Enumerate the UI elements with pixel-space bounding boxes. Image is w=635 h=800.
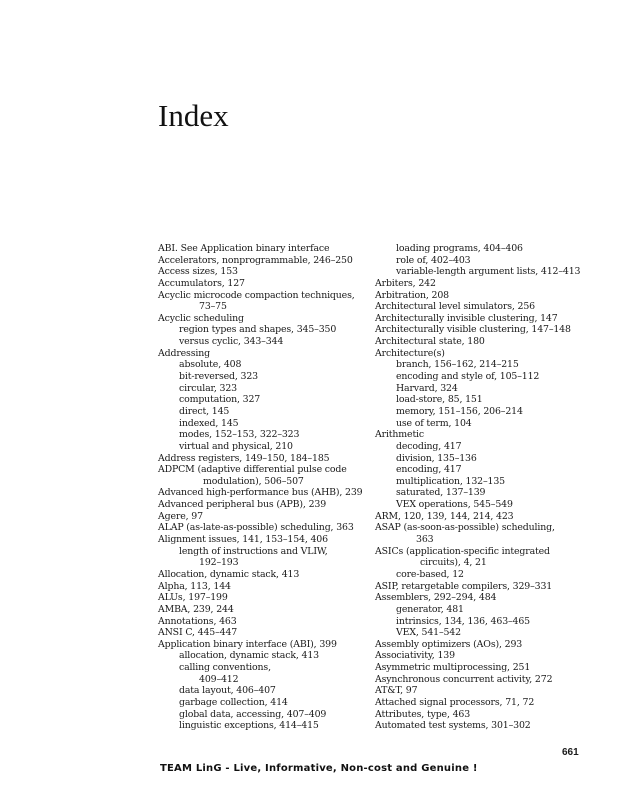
index-entry: 192–193 bbox=[199, 557, 239, 569]
index-entry: computation, 327 bbox=[179, 394, 261, 406]
index-entry: Advanced high-performance bus (AHB), 239 bbox=[158, 487, 363, 499]
index-entry: global data, accessing, 407–409 bbox=[179, 708, 327, 720]
index-entry: core-based, 12 bbox=[396, 568, 464, 580]
index-entry: length of instructions and VLIW, bbox=[179, 545, 328, 557]
index-entry: ARM, 120, 139, 144, 214, 423 bbox=[375, 510, 514, 522]
index-entry: generator, 481 bbox=[396, 603, 464, 615]
index-entry: encoding, 417 bbox=[396, 464, 462, 476]
index-entry: Accelerators, nonprogrammable, 246–250 bbox=[158, 254, 353, 266]
index-entry: linguistic exceptions, 414–415 bbox=[179, 720, 319, 732]
index-entry: ALUs, 197–199 bbox=[158, 592, 228, 604]
index-entry: calling conventions, bbox=[179, 662, 271, 674]
index-entry: AT&T, 97 bbox=[375, 685, 418, 697]
index-entry: intrinsics, 134, 136, 463–465 bbox=[396, 615, 530, 627]
index-entry: versus cyclic, 343–344 bbox=[179, 336, 284, 348]
index-entry: branch, 156–162, 214–215 bbox=[396, 359, 519, 371]
index-entry: Asymmetric multiprocessing, 251 bbox=[375, 662, 531, 674]
index-entry: Architectural state, 180 bbox=[375, 336, 485, 348]
index-entry: memory, 151–156, 206–214 bbox=[396, 405, 523, 417]
index-column-left bbox=[158, 243, 368, 732]
index-entry: Accumulators, 127 bbox=[158, 277, 245, 289]
index-entry: modes, 152–153, 322–323 bbox=[179, 429, 300, 441]
index-column-right bbox=[375, 243, 590, 732]
index-entry: Addressing bbox=[158, 347, 210, 359]
index-entry: Architecturally invisible clustering, 147 bbox=[375, 312, 558, 324]
index-entry: ADPCM (adaptive differential pulse code bbox=[158, 464, 347, 476]
index-entry: Arbitration, 208 bbox=[375, 289, 449, 301]
index-entry: region types and shapes, 345–350 bbox=[179, 324, 337, 336]
index-entry: AMBA, 239, 244 bbox=[158, 603, 234, 615]
index-entry: ASAP (as-soon-as-possible) scheduling, bbox=[375, 522, 555, 534]
index-entry: 363 bbox=[416, 534, 434, 546]
index-entry: modulation), 506–507 bbox=[203, 475, 304, 487]
index-entry: circular, 323 bbox=[179, 382, 237, 394]
index-entry: garbage collection, 414 bbox=[179, 696, 288, 708]
index-entry: decoding, 417 bbox=[396, 440, 462, 452]
index-entry: Agere, 97 bbox=[158, 510, 203, 522]
index-entry: Assemblers, 292–294, 484 bbox=[375, 592, 497, 604]
index-entry: Arbiters, 242 bbox=[375, 277, 436, 289]
index-entry: Arithmetic bbox=[375, 429, 425, 441]
index-entry: allocation, dynamic stack, 413 bbox=[179, 650, 319, 662]
index-entry: Allocation, dynamic stack, 413 bbox=[158, 568, 300, 580]
index-entry: use of term, 104 bbox=[396, 417, 472, 429]
index-entry: data layout, 406–407 bbox=[179, 685, 276, 697]
index-entry: bit-reversed, 323 bbox=[179, 371, 258, 383]
index-entry: Annotations, 463 bbox=[158, 615, 237, 627]
index-entry: Architecture(s) bbox=[375, 347, 445, 359]
index-entry: Acyclic scheduling bbox=[158, 312, 244, 324]
index-entry: load-store, 85, 151 bbox=[396, 394, 483, 406]
index-entry: absolute, 408 bbox=[179, 359, 242, 371]
index-entry: Address registers, 149–150, 184–185 bbox=[158, 452, 330, 464]
page-title: Index bbox=[158, 98, 229, 133]
index-entry: circuits), 4, 21 bbox=[420, 557, 487, 569]
index-entry: Architecturally visible clustering, 147–148 bbox=[375, 324, 571, 336]
index-entry: division, 135–136 bbox=[396, 452, 477, 464]
index-entry: Associativity, 139 bbox=[375, 650, 455, 662]
index-entry: indexed, 145 bbox=[179, 417, 239, 429]
index-entry: multiplication, 132–135 bbox=[396, 475, 505, 487]
index-entry: Harvard, 324 bbox=[396, 382, 458, 394]
index-entry: Access sizes, 153 bbox=[158, 266, 238, 278]
index-entry: Asynchronous concurrent activity, 272 bbox=[375, 673, 553, 685]
index-entry: encoding and style of, 105–112 bbox=[396, 371, 540, 383]
page-number: 661 bbox=[562, 747, 579, 758]
index-entry: Alpha, 113, 144 bbox=[158, 580, 231, 592]
index-entry: Attributes, type, 463 bbox=[375, 708, 471, 720]
index-entry: variable-length argument lists, 412–413 bbox=[396, 266, 581, 278]
index-entry: Automated test systems, 301–302 bbox=[375, 720, 531, 732]
footer-watermark: TEAM LinG - Live, Informative, Non-cost and Genuine ! bbox=[160, 763, 478, 774]
index-entry: ANSI C, 445–447 bbox=[158, 627, 238, 639]
index-entry: VEX operations, 545–549 bbox=[396, 499, 513, 511]
index-entry: Application binary interface (ABI), 399 bbox=[158, 638, 337, 650]
index-entry: direct, 145 bbox=[179, 405, 230, 417]
index-entry: ASIP, retargetable compilers, 329–331 bbox=[375, 580, 553, 592]
index-entry: 409–412 bbox=[199, 673, 239, 685]
index-entry: Alignment issues, 141, 153–154, 406 bbox=[158, 534, 328, 546]
index-entry: Acyclic microcode compaction techniques, bbox=[158, 289, 355, 301]
index-entry: VEX, 541–542 bbox=[396, 627, 461, 639]
index-entry: loading programs, 404–406 bbox=[396, 243, 523, 254]
index-entry: Assembly optimizers (AOs), 293 bbox=[375, 638, 523, 650]
index-entry: saturated, 137–139 bbox=[396, 487, 486, 499]
index-entry: Advanced peripheral bus (APB), 239 bbox=[158, 499, 327, 511]
index-entry: ALAP (as-late-as-possible) scheduling, 363 bbox=[158, 522, 354, 534]
index-entry: virtual and physical, 210 bbox=[179, 440, 293, 452]
index-entry: ABI. See Application binary interface bbox=[158, 243, 330, 254]
index-entry: 73–75 bbox=[199, 301, 227, 313]
index-entry: Architectural level simulators, 256 bbox=[375, 301, 535, 313]
index-entry: ASICs (application-specific integrated bbox=[375, 545, 550, 557]
index-entry: role of, 402–403 bbox=[396, 254, 471, 266]
index-entry: Attached signal processors, 71, 72 bbox=[375, 696, 535, 708]
